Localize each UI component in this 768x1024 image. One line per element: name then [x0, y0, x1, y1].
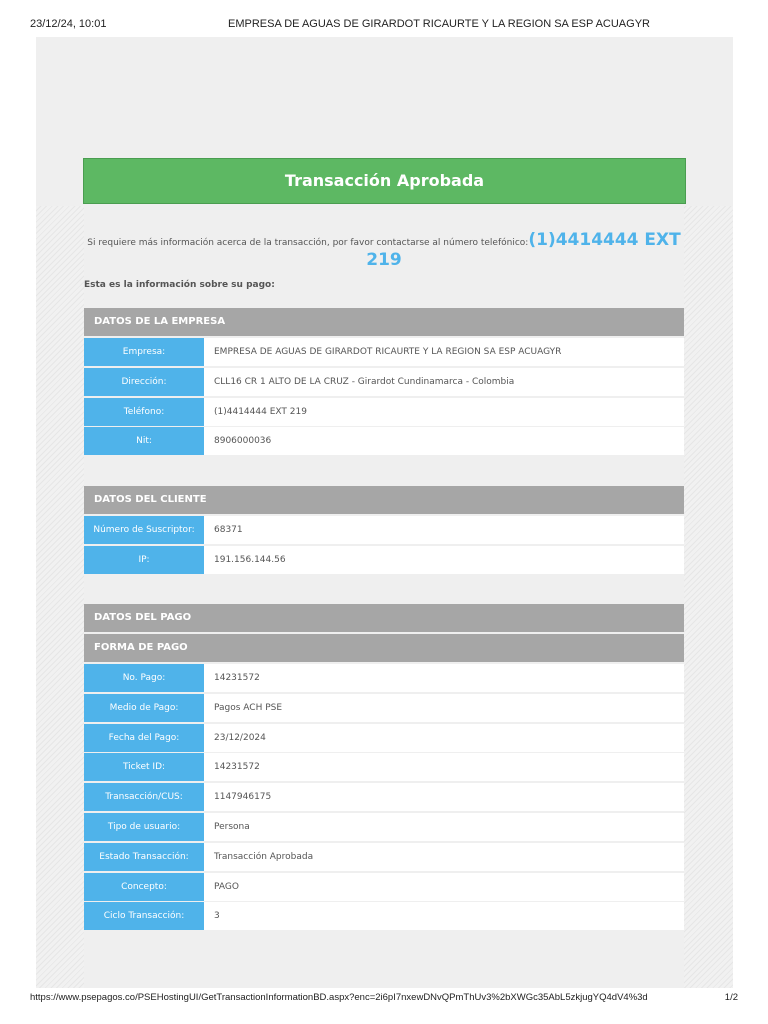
- payment-section: [84, 604, 684, 932]
- payment-field-row: [84, 813, 684, 841]
- client-field-row: [84, 516, 684, 544]
- payment-field-label: Tipo de usuario:: [84, 813, 204, 841]
- company-field-label: Teléfono:: [84, 398, 204, 426]
- company-heading: DATOS DE LA EMPRESA: [84, 308, 684, 336]
- payment-field-row: [84, 902, 684, 930]
- payment-field-label: No. Pago:: [84, 664, 204, 692]
- payment-field-row: [84, 664, 684, 692]
- payment-field-row: [84, 724, 684, 752]
- company-field-value: 8906000036: [204, 427, 684, 455]
- company-field-value: EMPRESA DE AGUAS DE GIRARDOT RICAURTE Y LA REGION SA ESP ACUAGYR: [204, 338, 684, 366]
- payment-field-row: [84, 843, 684, 871]
- company-field-label: Dirección:: [84, 368, 204, 396]
- payment-field-value: Transacción Aprobada: [204, 843, 684, 871]
- company-field-row: [84, 427, 684, 455]
- contact-phone: (1)4414444 EXT 219: [366, 230, 681, 270]
- payment-field-value: Pagos ACH PSE: [204, 694, 684, 722]
- payment-field-label: Concepto:: [84, 873, 204, 901]
- client-field-label: Número de Suscriptor:: [84, 516, 204, 544]
- client-heading: DATOS DEL CLIENTE: [84, 486, 684, 514]
- payment-field-label: Transacción/CUS:: [84, 783, 204, 811]
- payment-heading: DATOS DEL PAGO: [84, 604, 684, 632]
- print-header: [0, 18, 768, 32]
- company-field-row: [84, 368, 684, 396]
- print-datetime: 23/12/24, 10:01: [30, 18, 107, 30]
- company-field-label: Nit:: [84, 427, 204, 455]
- payment-field-row: [84, 873, 684, 901]
- contact-info: [84, 230, 684, 270]
- client-field-value: 68371: [204, 516, 684, 544]
- company-section: [84, 308, 684, 457]
- page-number: 1/2: [724, 992, 738, 1003]
- client-field-value: 191.156.144.56: [204, 546, 684, 574]
- page-url: https://www.psepagos.co/PSEHostingUI/GetTransactionInformationBD.aspx?enc=2i6pI7nxewDNvQPmThUv3%2bXWGc35AbL5zkjugYQ4dV4%3d: [30, 992, 648, 1003]
- payment-field-row: [84, 694, 684, 722]
- payment-field-label: Fecha del Pago:: [84, 724, 204, 752]
- client-field-label: IP:: [84, 546, 204, 574]
- payment-field-value: PAGO: [204, 873, 684, 901]
- payment-field-label: Estado Transacción:: [84, 843, 204, 871]
- payment-field-label: Ticket ID:: [84, 753, 204, 781]
- payment-field-value: 3: [204, 902, 684, 930]
- payment-field-value: Persona: [204, 813, 684, 841]
- payment-field-label: Ciclo Transacción:: [84, 902, 204, 930]
- status-banner: Transacción Aprobada: [83, 158, 686, 204]
- contact-text: Si requiere más información acerca de la transacción, por favor contactarse al número telefónico:: [87, 238, 529, 248]
- payment-field-label: Medio de Pago:: [84, 694, 204, 722]
- receipt-sheet: [36, 37, 733, 988]
- company-field-value: CLL16 CR 1 ALTO DE LA CRUZ - Girardot Cundinamarca - Colombia: [204, 368, 684, 396]
- payment-field-value: 14231572: [204, 664, 684, 692]
- company-field-value: (1)4414444 EXT 219: [204, 398, 684, 426]
- print-footer: [0, 992, 768, 1006]
- client-field-row: [84, 546, 684, 574]
- company-field-row: [84, 398, 684, 426]
- payment-method-heading: FORMA DE PAGO: [84, 634, 684, 662]
- client-section: [84, 486, 684, 576]
- payment-field-row: [84, 753, 684, 781]
- payment-field-value: 23/12/2024: [204, 724, 684, 752]
- payment-field-value: 14231572: [204, 753, 684, 781]
- print-title: EMPRESA DE AGUAS DE GIRARDOT RICAURTE Y LA REGION SA ESP ACUAGYR: [227, 18, 650, 30]
- payment-field-row: [84, 783, 684, 811]
- company-field-label: Empresa:: [84, 338, 204, 366]
- payment-intro: Esta es la información sobre su pago:: [84, 280, 275, 290]
- company-field-row: [84, 338, 684, 366]
- payment-field-value: 1147946175: [204, 783, 684, 811]
